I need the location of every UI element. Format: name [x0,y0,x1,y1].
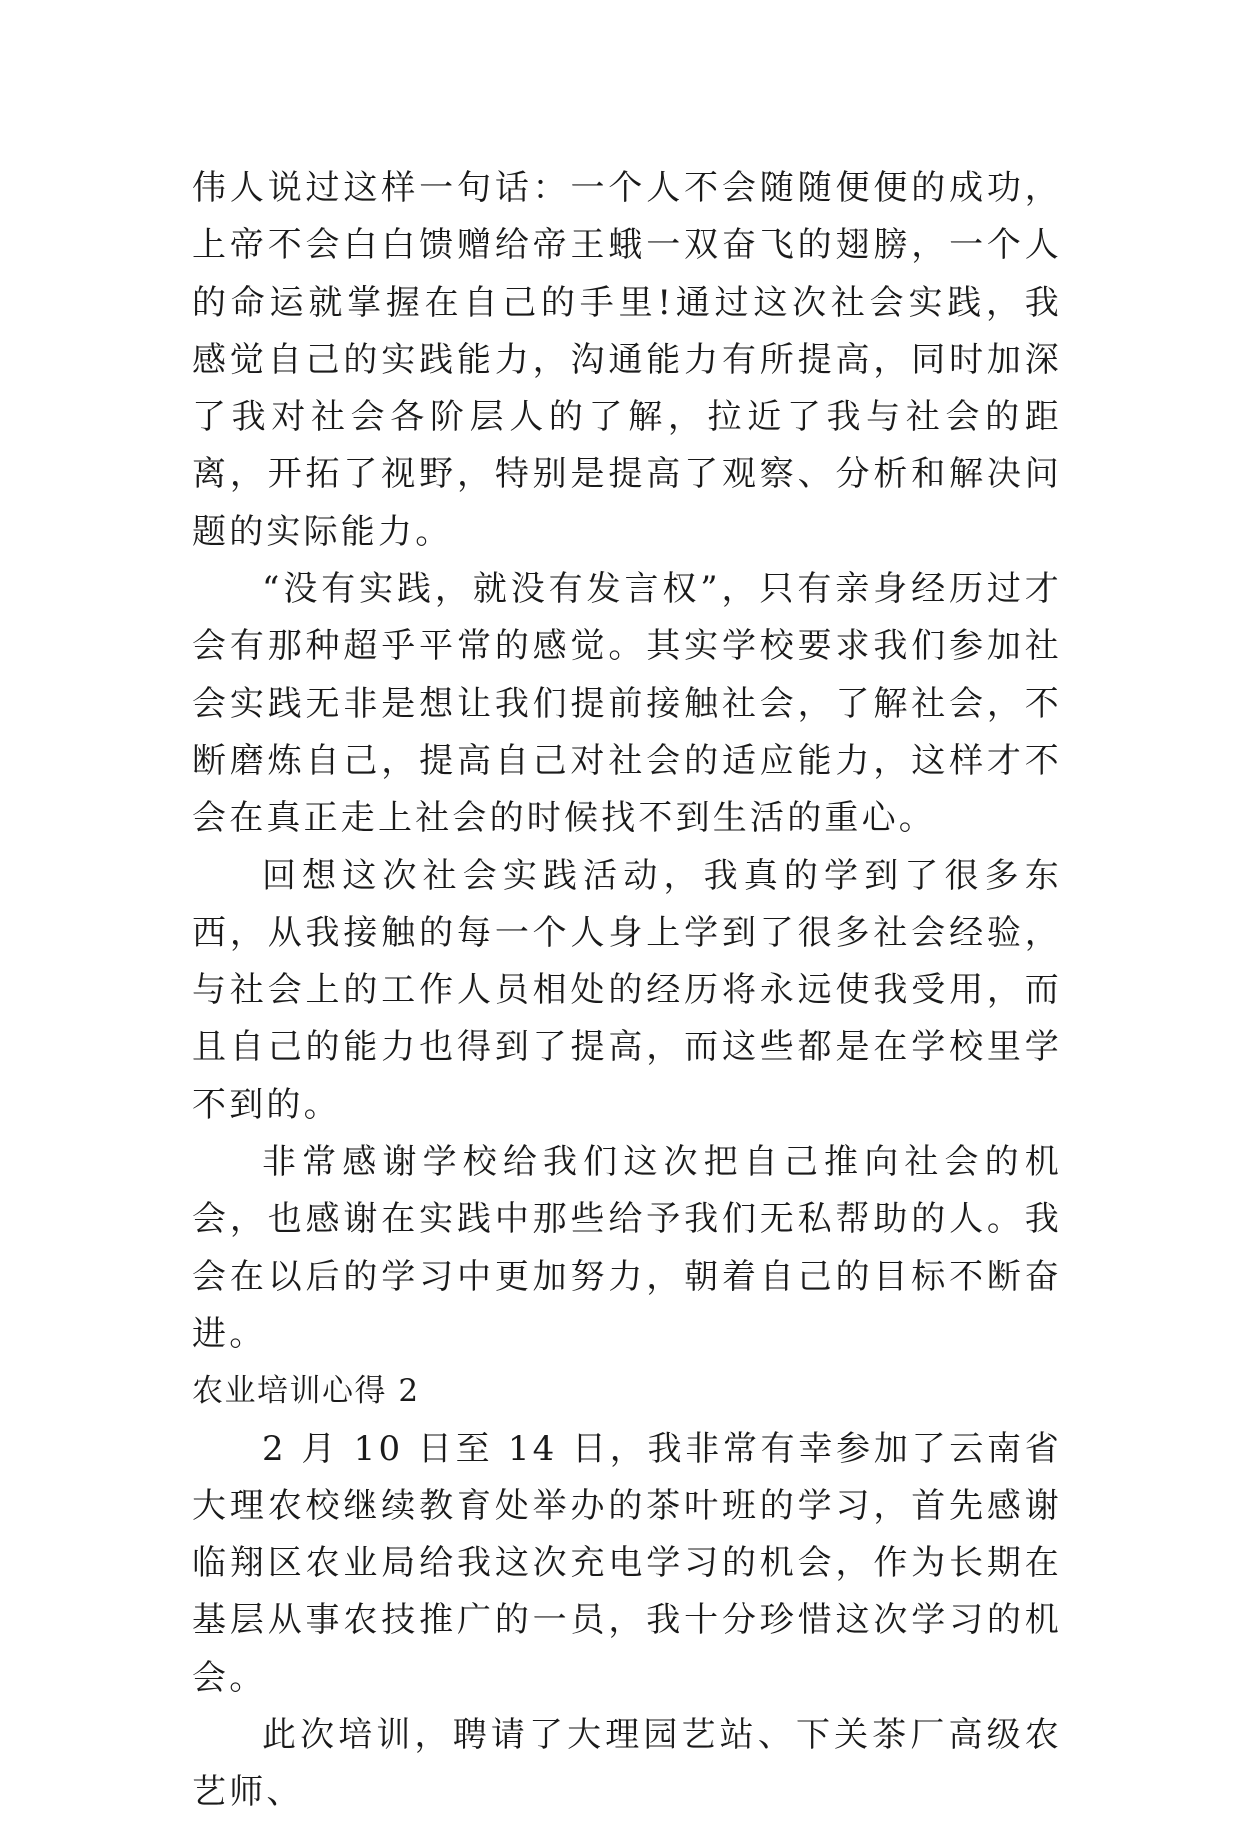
paragraph-3: 回想这次社会实践活动，我真的学到了很多东西，从我接触的每一个人身上学到了很多社会经验，与社会上的工作人员相处的经历将永远使我受用，而且自己的能力也得到了提高，而这些都是在学校里学不到的。 [192,855,1062,1125]
section-paragraph-1: 2 月 10 日至 14 日，我非常有幸参加了云南省大理农校继续教育处举办的茶叶班的学习，首先感谢临翔区农业局给我这次充电学习的机会，作为长期在基层从事农技推广的一员，我十分珍惜这次学习的机会。 [192,1428,1062,1698]
paragraph-2: “没有实践，就没有发言权”，只有亲身经历过才会有那种超乎平常的感觉。其实学校要求我们参加社会实践无非是想让我们提前接触社会，了解社会，不断磨炼自己，提高自己对社会的适应能力，这样才不会在真正走上社会的时候找不到生活的重心。 [192,569,1062,839]
paragraph-4: 非常感谢学校给我们这次把自己推向社会的机会，也感谢在实践中那些给予我们无私帮助的人。我会在以后的学习中更加努力，朝着自己的目标不断奋进。 [192,1142,1062,1354]
paragraph-1: 伟人说过这样一句话：一个人不会随随便便的成功，上帝不会白白馈赠给帝王蛾一双奋飞的翅膀，一个人的命运就掌握在自己的手里!通过这次社会实践，我感觉自己的实践能力，沟通能力有所提高，同时加深了我对社会各阶层人的了解，拉近了我与社会的距离，开拓了视野，特别是提高了观察、分析和解决问题的实际能力。 [192,168,1062,552]
section-title: 农业培训心得 2 [192,1373,420,1410]
document-body [192,160,1062,1822]
section-paragraph-2: 此次培训，聘请了大理园艺站、下关茶厂高级农艺师、 [192,1715,1062,1813]
